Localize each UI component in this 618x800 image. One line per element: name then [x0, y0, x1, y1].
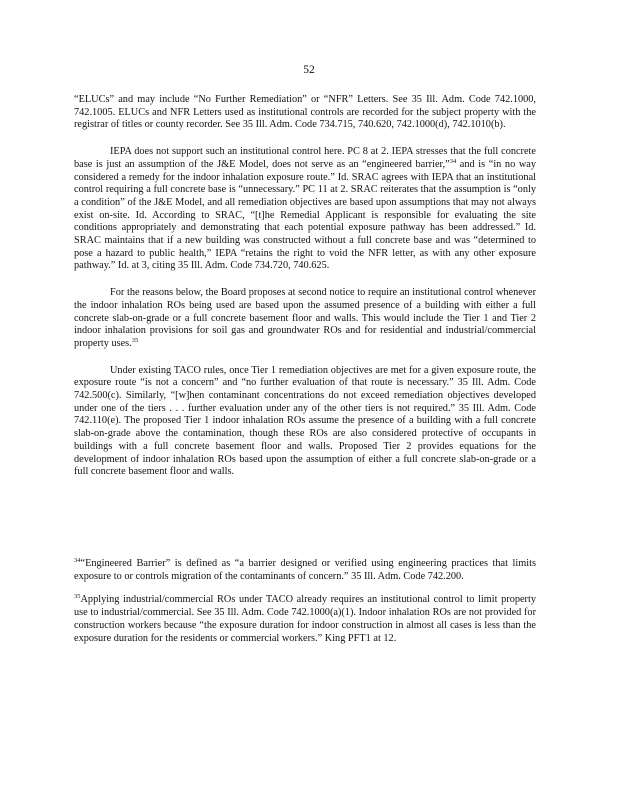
paragraph-iepa-position: [74, 146, 536, 273]
paragraph-taco-rules: Under existing TACO rules, once Tier 1 remediation objectives are met for a given exposure route, the exposure route “is not a concern” and “no further evaluation of that route is necessary.” 35 Ill. Adm. Code 742.500(c). Similarly, “[w]hen contaminant concentrations do not exceed remediation objectives developed under one of the tiers . . . further evaluation under any of the other tiers is not required.” 35 Ill. Adm. Code 742.110(e). The proposed Tier 1 indoor inhalation ROs assume the presence of a building with a full concrete slab-on-grade above the contamination, though these ROs are also considered protective of occupants in buildings with a full concrete basement floor and walls. Proposed Tier 2 provides equations for the development of indoor inhalation ROs based upon the assumption of either a full concrete slab-on-grade or a full concrete basement floor and walls.: [74, 364, 536, 478]
paragraph-iepa-text-b: and is “in no way considered a remedy for the indoor inhalation exposure route.” Id. SRAC agrees with IEPA that an institutional control requiring a full concrete base is “unnecessary.” PC 11 at 2. SRAC reiterates that the assumption is “only a condition” of the J&E Model, and all remediation objectives are based upon assumptions that may not always exist on-site. Id. According to SRAC, “[t]he Remedial Applicant is responsible for evaluating the site conditions appropriately and demonstrating that each potential exposure pathway has been addressed.” Id. SRAC maintains that if a new building was constructed without a full concrete base and was “determined to pose a hazard to public health,” IEPA “retains the right to void the NFR letter, as with any other exposure pathway.” Id. at 3, citing 35 Ill. Adm. Code 734.720, 740.625.: [74, 158, 536, 272]
paragraph-board-text-a: For the reasons below, the Board proposes at second notice to require an institutional control whenever the indoor inhalation ROs being used are based upon the assumed presence of a building with either a full concrete slab-on-grade or a full concrete basement floor and walls. This would include the Tier 1 and Tier 2 indoor inhalation provisions for soil gas and groundwater ROs and for residential and industrial/commercial property uses.: [74, 287, 536, 349]
footnote-34: [74, 558, 536, 583]
footnote-35-text: Applying industrial/commercial ROs under TACO already requires an institutional control to limit property use to industrial/commercial. See 35 Ill. Adm. Code 742.1000(a)(1). Indoor inhalation ROs are not provided for construction workers because “the exposure duration for indoor construction in almost all cases is less than the exposure duration for the residents or commercial workers.” King PFT1 at 12.: [74, 594, 536, 644]
footnote-marker-34: 34: [74, 557, 81, 564]
paragraph-board-proposal: [74, 287, 536, 351]
paragraph-iepa-text-a: IEPA does not support such an institutional control here. PC 8 at 2. IEPA stresses that the full concrete base is just an assumption of the J&E Model, does not serve as an “engineered barrier,”: [74, 146, 536, 170]
page-number: 52: [303, 64, 315, 76]
body-text: [74, 94, 536, 493]
footnote-ref-35[interactable]: 35: [131, 336, 139, 344]
footnote-35: [74, 594, 536, 645]
paragraph-elucs: “ELUCs” and may include “No Further Remediation” or “NFR” Letters. See 35 Ill. Adm. Code 742.1000, 742.1005. ELUCs and NFR Letters used as institutional controls are recorded for the subject property with the registrar of titles or county recorder. See 35 Ill. Adm. Code 734.715, 740.620, 742.1000(d), 742.1010(b).: [74, 94, 536, 131]
footnote-ref-34[interactable]: 34: [449, 157, 457, 165]
footnote-34-text: “Engineered Barrier” is defined as “a barrier designed or verified using engineering practices that limits exposure to or controls migration of the contaminants of concern.” 35 Ill. Adm. Code 742.200.: [74, 558, 536, 582]
footnote-marker-35: 35: [74, 593, 81, 601]
footnotes: [74, 558, 536, 656]
